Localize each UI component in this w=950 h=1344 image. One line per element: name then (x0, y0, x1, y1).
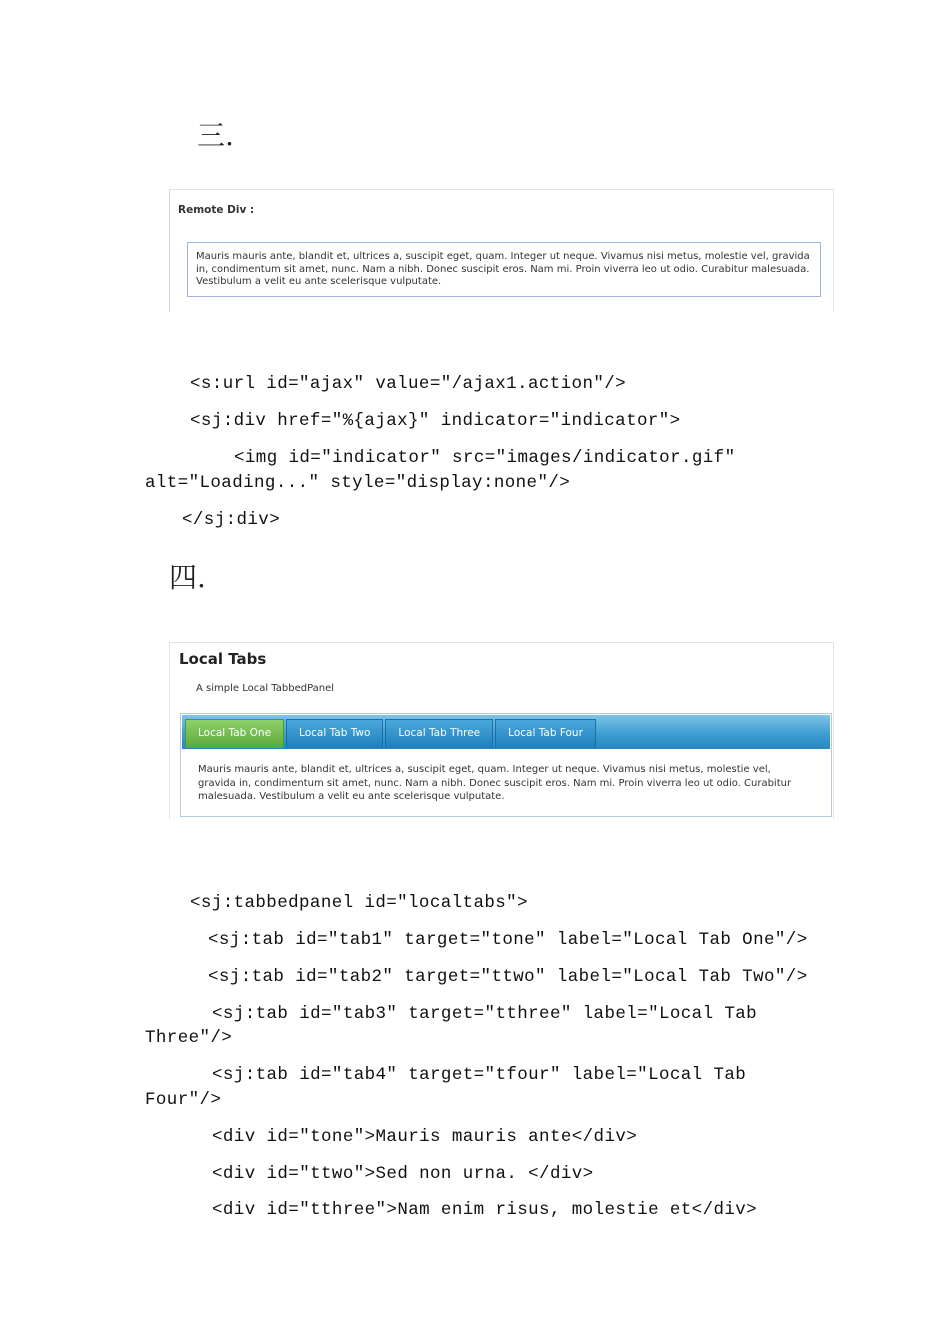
code-line: <sj:tabbedpanel id="localtabs"> (190, 893, 528, 913)
tab-local-tab-one[interactable]: Local Tab One (185, 719, 284, 748)
remote-div-title: Remote Div : (178, 204, 255, 216)
remote-div-content: Mauris mauris ante, blandit et, ultrices a, suscipit eget, quam. Integer ut neque. Vivamus nisi metus, molestie vel, gravida in, condimentum sit amet, nunc. Nam a nibh. Donec suscipit eros. Nam mi. Proin viverra leo ut odio. Curabitur malesuada. Vestibulum a velit eu ante scelerisque vulputate. (187, 242, 821, 297)
local-tabs-title: Local Tabs (179, 650, 267, 668)
tab-local-tab-four[interactable]: Local Tab Four (495, 719, 596, 748)
code-line: <sj:tab id="tab2" target="ttwo" label="Local Tab Two"/> (208, 967, 808, 987)
code-line: <sj:tab id="tab3" target="tthree" label="Local Tab (212, 1004, 758, 1024)
tab-local-tab-three[interactable]: Local Tab Three (385, 719, 493, 748)
code-line: <div id="tone">Mauris mauris ante</div> (212, 1127, 638, 1147)
code-line: <div id="tthree">Nam enim risus, molestie et</div> (212, 1200, 758, 1220)
local-tabs-subtitle: A simple Local TabbedPanel (196, 683, 335, 694)
code-line: <sj:div href="%{ajax}" indicator="indicator"> (190, 411, 681, 431)
code-line: Three"/> (145, 1028, 233, 1048)
code-line: <sj:tab id="tab1" target="tone" label="Local Tab One"/> (208, 930, 808, 950)
tab-bar (182, 715, 830, 749)
code-line: <s:url id="ajax" value="/ajax1.action"/> (190, 374, 627, 394)
code-line: Four"/> (145, 1090, 222, 1110)
code-line: <sj:tab id="tab4" target="tfour" label="Local Tab (212, 1065, 747, 1085)
tabbed-panel (180, 713, 832, 817)
remote-div-screenshot (169, 189, 834, 312)
local-tabs-screenshot (169, 642, 834, 819)
tab-content: Mauris mauris ante, blandit et, ultrices a, suscipit eget, quam. Integer ut neque. Vivamus nisi metus, molestie vel, gravida in, condimentum sit amet, nunc. Nam a nibh. Donec suscipit eros. Nam mi. Proin viverra leo ut odio. Curabitur malesuada. Vestibulum a velit eu ante scelerisque vulputate. (198, 764, 792, 802)
code-line: <img id="indicator" src="images/indicator.gif" (234, 448, 736, 468)
section-4-heading: 四. (169, 561, 206, 594)
section-3-heading: 三. (197, 119, 234, 152)
code-line: </sj:div> (182, 510, 281, 530)
code-line: alt="Loading..." style="display:none"/> (145, 473, 571, 493)
tab-local-tab-two[interactable]: Local Tab Two (286, 719, 383, 748)
code-line: <div id="ttwo">Sed non urna. </div> (212, 1164, 594, 1184)
